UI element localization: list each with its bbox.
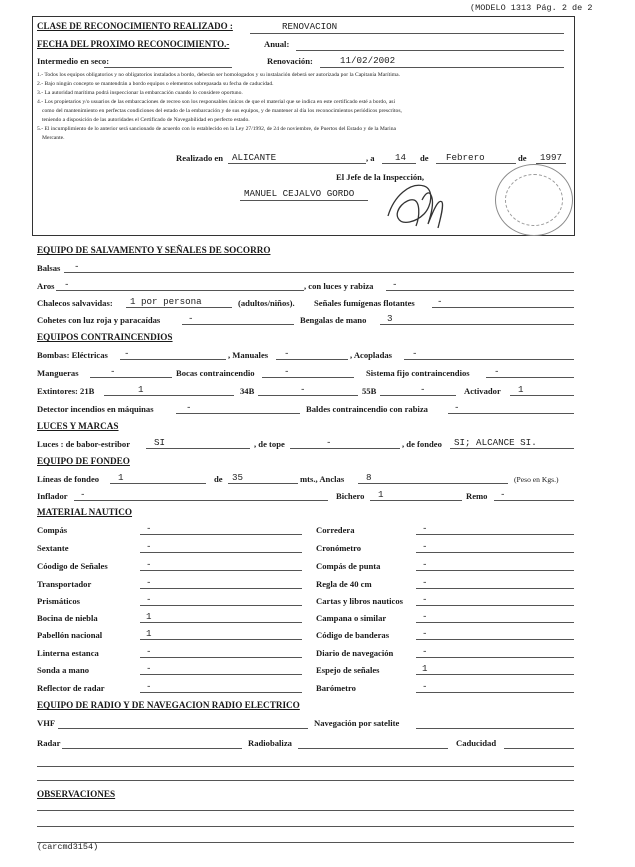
month-value: Febrero — [446, 152, 485, 163]
nautico-right-value: - — [422, 577, 428, 588]
mts-label: mts., Anclas — [300, 474, 345, 484]
remo-line — [494, 500, 574, 501]
note-3: 3.- La autoridad marítima podrá inspeccionar la embarcación cuando lo considere oportuno. — [37, 90, 243, 96]
bengalas-label: Bengalas de mano — [300, 315, 367, 325]
aros-line — [56, 290, 304, 291]
nautico-right-value: - — [422, 681, 428, 692]
nautico-right-line — [416, 639, 574, 640]
day-line — [382, 163, 416, 164]
nautico-left-line — [140, 657, 302, 658]
activador-label: Activador — [464, 386, 501, 396]
contraincendios-title: EQUIPOS CONTRAINCENDIOS — [37, 332, 173, 342]
anual-line — [296, 50, 564, 51]
nautico-left-label: Bocina de niebla — [37, 613, 98, 623]
note-5: 5.- El incumplimiento de lo anterior será sancionado de acuerdo con lo establecido en la Ley 27/1992, de 24 de noviembre, de Puertos del Estado y de la Marina — [37, 126, 396, 132]
nautico-left-value: - — [146, 523, 152, 534]
nautico-right-value: - — [422, 559, 428, 570]
clase-line — [250, 33, 564, 34]
year-value: 1997 — [540, 152, 563, 163]
luces-title: LUCES Y MARCAS — [37, 421, 119, 431]
renovacion-value: 11/02/2002 — [340, 55, 396, 66]
ext21-value: 1 — [138, 384, 144, 395]
satelite-line — [416, 728, 574, 729]
nautico-right-line — [416, 534, 574, 535]
nautico-left-label: Sextante — [37, 543, 69, 553]
nautico-right-line — [416, 692, 574, 693]
nautico-right-label: Código de banderas — [316, 630, 390, 640]
babor-value: SI — [154, 437, 166, 448]
acopladas-value: - — [412, 348, 418, 359]
nautico-left-line — [140, 534, 302, 535]
bichero-value: 1 — [378, 489, 384, 500]
clase-value: RENOVACION — [282, 21, 338, 32]
cohetes-line — [182, 324, 294, 325]
bocas-line — [262, 377, 354, 378]
ext55-label: 55B — [362, 386, 377, 396]
nautico-left-label: Cóodigo de Señales — [37, 561, 108, 571]
bengalas-line — [380, 324, 574, 325]
activador-value: 1 — [518, 384, 524, 395]
nautico-left-value: - — [146, 681, 152, 692]
bocas-value: - — [284, 366, 290, 377]
day-value: 14 — [395, 152, 407, 163]
radar-line — [62, 748, 242, 749]
extintores-label: Extintores: 21B — [37, 386, 95, 396]
obs-line-3 — [37, 842, 574, 843]
caducidad-label: Caducidad — [456, 738, 497, 748]
seal-inner-icon — [505, 174, 563, 226]
baldes-label: Baldes contraincendio con rabiza — [306, 404, 428, 414]
bombas-label: Bombas: Eléctricas — [37, 350, 108, 360]
anual-label: Anual: — [264, 39, 290, 49]
nautico-right-label: Campana o similar — [316, 613, 387, 623]
radio-extra-line-1 — [37, 766, 574, 767]
nautico-title: MATERIAL NAUTICO — [37, 507, 133, 517]
nautico-right-line — [416, 588, 574, 589]
nautico-left-value: - — [146, 663, 152, 674]
note-2: 2.- Bajo ningún concepto se mantendrán a bordo equipos o elementos sobrepasada su fecha de caducidad. — [37, 81, 274, 87]
cohetes-label: Cohetes con luz roja y paracaídas — [37, 315, 161, 325]
nautico-left-value: - — [146, 594, 152, 605]
luces-rabiza-line — [386, 290, 574, 291]
bombas-line — [120, 359, 226, 360]
nautico-right-value: - — [422, 646, 428, 657]
anclas-line — [358, 483, 508, 484]
ext21-line — [104, 395, 234, 396]
luces-rabiza-label: , con luces y rabiza — [304, 281, 374, 291]
inflador-value: - — [80, 489, 86, 500]
manuales-label: , Manuales — [228, 350, 269, 360]
fondeo-luz-label: , de fondeo — [402, 439, 442, 449]
nautico-right-value: - — [422, 523, 428, 534]
realizado-label: Realizado en — [176, 153, 224, 163]
de1-label: de — [420, 153, 429, 163]
manuales-line — [276, 359, 348, 360]
month-line — [436, 163, 516, 164]
nautico-right-label: Regla de 40 cm — [316, 579, 372, 589]
nautico-right-label: Barómetro — [316, 683, 356, 693]
nautico-left-value: 1 — [146, 628, 152, 639]
ext34-line — [258, 395, 358, 396]
ext34-label: 34B — [240, 386, 255, 396]
tope-value: - — [326, 437, 332, 448]
nautico-left-line — [140, 692, 302, 693]
vhf-label: VHF — [37, 718, 56, 728]
nautico-left-line — [140, 639, 302, 640]
radio-extra-line-2 — [37, 780, 574, 781]
nautico-left-line — [140, 674, 302, 675]
radiobaliza-line — [298, 748, 448, 749]
lineas-line — [110, 483, 206, 484]
aros-label: Aros — [37, 281, 55, 291]
aros-value: - — [64, 279, 70, 290]
caducidad-line — [504, 748, 574, 749]
sistema-label: Sistema fijo contraincendios — [366, 368, 470, 378]
nautico-right-label: Diario de navegación — [316, 648, 394, 658]
realizado-place: ALICANTE — [232, 152, 277, 163]
inflador-line — [74, 500, 328, 501]
fecha-label: FECHA DEL PROXIMO RECONOCIMIENTO.- — [37, 39, 230, 49]
chalecos-line — [126, 307, 232, 308]
note-4b: como del mantenimiento en perfectas condiciones del estado de la embarcación y de sus equipos, y de mantener al día los reconocimientos periódicos prescritos, — [42, 108, 402, 114]
intermedio-line — [104, 67, 232, 68]
detector-line — [176, 413, 300, 414]
ext55-value: - — [420, 384, 426, 395]
nautico-left-label: Reflector de radar — [37, 683, 105, 693]
nautico-right-line — [416, 674, 574, 675]
obs-line-1 — [37, 810, 574, 811]
ext55-line — [380, 395, 456, 396]
nautico-right-line — [416, 570, 574, 571]
baldes-value: - — [454, 402, 460, 413]
nautico-right-value: - — [422, 594, 428, 605]
model-number: (MODELO 1313 Pág. 2 de 2 — [470, 3, 593, 13]
remo-label: Remo — [466, 491, 488, 501]
de2-label: de — [518, 153, 527, 163]
nautico-left-line — [140, 588, 302, 589]
babor-line — [146, 448, 250, 449]
radiobaliza-label: Radiobaliza — [248, 738, 292, 748]
nautico-right-value: - — [422, 628, 428, 639]
nautico-right-label: Cartas y libros nauticos — [316, 596, 403, 606]
signature-icon — [380, 176, 450, 234]
renovacion-label: Renovación: — [267, 56, 313, 66]
nautico-left-label: Linterna estanca — [37, 648, 99, 658]
anclas-value: 8 — [366, 472, 372, 483]
inspector-name: MANUEL CEJALVO GORDO — [244, 188, 355, 199]
footer-code: (carcmd3154) — [37, 842, 99, 852]
detector-label: Detector incendios en máquinas — [37, 404, 154, 414]
bombas-value: - — [124, 348, 130, 359]
chalecos-value: 1 por persona — [130, 296, 202, 307]
jefe-label: El Jefe de la Inspección, — [336, 172, 425, 182]
mangueras-label: Mangueras — [37, 368, 79, 378]
nautico-right-line — [416, 605, 574, 606]
nautico-right-value: 1 — [422, 663, 428, 674]
cohetes-value: - — [188, 313, 194, 324]
fondeo-luz-line — [450, 448, 574, 449]
clase-label: CLASE DE RECONOCIMIENTO REALIZADO : — [37, 21, 233, 31]
vhf-line — [58, 728, 308, 729]
lineas-label: Líneas de fondeo — [37, 474, 100, 484]
intermedio-label: Intermedio en seco: — [37, 56, 110, 66]
nautico-right-line — [416, 622, 574, 623]
tope-line — [290, 448, 400, 449]
balsas-value: - — [74, 261, 80, 272]
senales-value: - — [437, 296, 443, 307]
nautico-left-label: Sonda a mano — [37, 665, 90, 675]
fondeo-title: EQUIPO DE FONDEO — [37, 456, 130, 466]
nautico-left-line — [140, 570, 302, 571]
fondeo-luz-value: SI; ALCANCE SI. — [454, 437, 537, 448]
lineas-value: 1 — [118, 472, 124, 483]
nautico-left-value: - — [146, 541, 152, 552]
detector-value: - — [186, 402, 192, 413]
nautico-right-line — [416, 552, 574, 553]
nautico-left-value: 1 — [146, 611, 152, 622]
observaciones-title: OBSERVACIONES — [37, 789, 116, 799]
radar-label: Radar — [37, 738, 61, 748]
luces-rabiza-value: - — [392, 279, 398, 290]
nautico-left-label: Prismáticos — [37, 596, 80, 606]
luces-label: Luces : de babor-estribor — [37, 439, 131, 449]
a-label: , a — [366, 153, 375, 163]
chalecos-label: Chalecos salvavidas: — [37, 298, 113, 308]
nautico-left-line — [140, 622, 302, 623]
bichero-line — [370, 500, 462, 501]
bengalas-value: 3 — [387, 313, 393, 324]
senales-line — [432, 307, 574, 308]
bichero-label: Bichero — [336, 491, 365, 501]
radio-title: EQUIPO DE RADIO Y DE NAVEGACION RADIO ELECTRICO — [37, 700, 300, 710]
de-value: 35 — [232, 472, 244, 483]
mangueras-value: - — [110, 366, 116, 377]
bocas-label: Bocas contraincendio — [176, 368, 255, 378]
nautico-right-value: - — [422, 611, 428, 622]
note-4c: teniendo a disposición de las autoridades el Certificado de Navegabilidad en perfecto estado. — [42, 117, 250, 123]
nautico-left-value: - — [146, 559, 152, 570]
nautico-right-label: Compás de punta — [316, 561, 381, 571]
salvamento-title: EQUIPO DE SALVAMENTO Y SEÑALES DE SOCORRO — [37, 245, 271, 255]
sistema-value: - — [494, 366, 500, 377]
note-4: 4.- Los propietarios y/o usuarios de las embarcaciones de recreo son los responsables únicos de que el material que se indica en este certificado esté a bordo, así — [37, 99, 396, 105]
balsas-label: Balsas — [37, 263, 61, 273]
nautico-left-value: - — [146, 577, 152, 588]
note-1: 1.- Todos los equipos obligatorios y no obligatorios instalados a bordo, deberán ser homologados y su instalación deberá ser autorizada por la Capitanía Marítima. — [37, 72, 401, 78]
balsas-line — [64, 272, 574, 273]
note-5b: Mercante. — [42, 135, 65, 141]
manuales-value: - — [284, 348, 290, 359]
nautico-right-value: - — [422, 541, 428, 552]
nautico-left-value: - — [146, 646, 152, 657]
acopladas-label: , Acopladas — [350, 350, 393, 360]
remo-value: - — [500, 489, 506, 500]
renovacion-line — [320, 67, 564, 68]
obs-line-2 — [37, 826, 574, 827]
inflador-label: Inflador — [37, 491, 68, 501]
nautico-left-line — [140, 552, 302, 553]
nautico-right-label: Corredera — [316, 525, 355, 535]
senales-label: Señales fumígenas flotantes — [314, 298, 415, 308]
mangueras-line — [90, 377, 172, 378]
ext34-value: - — [300, 384, 306, 395]
peso-label: (Peso en Kgs.) — [514, 475, 559, 484]
tope-label: , de tope — [254, 439, 285, 449]
place-line — [228, 163, 366, 164]
nautico-left-label: Transportador — [37, 579, 92, 589]
adultos-label: (adultos/niños). — [238, 298, 295, 308]
de-line — [228, 483, 298, 484]
nautico-right-label: Cronómetro — [316, 543, 362, 553]
baldes-line — [448, 413, 574, 414]
nautico-left-line — [140, 605, 302, 606]
nautico-right-line — [416, 657, 574, 658]
nautico-left-label: Pabellón nacional — [37, 630, 103, 640]
activador-line — [510, 395, 574, 396]
satelite-label: Navegación por satelite — [314, 718, 400, 728]
nautico-left-label: Compás — [37, 525, 68, 535]
acopladas-line — [404, 359, 574, 360]
name-line — [240, 200, 368, 201]
sistema-line — [486, 377, 574, 378]
nautico-right-label: Espejo de señales — [316, 665, 380, 675]
de-label: de — [214, 474, 223, 484]
